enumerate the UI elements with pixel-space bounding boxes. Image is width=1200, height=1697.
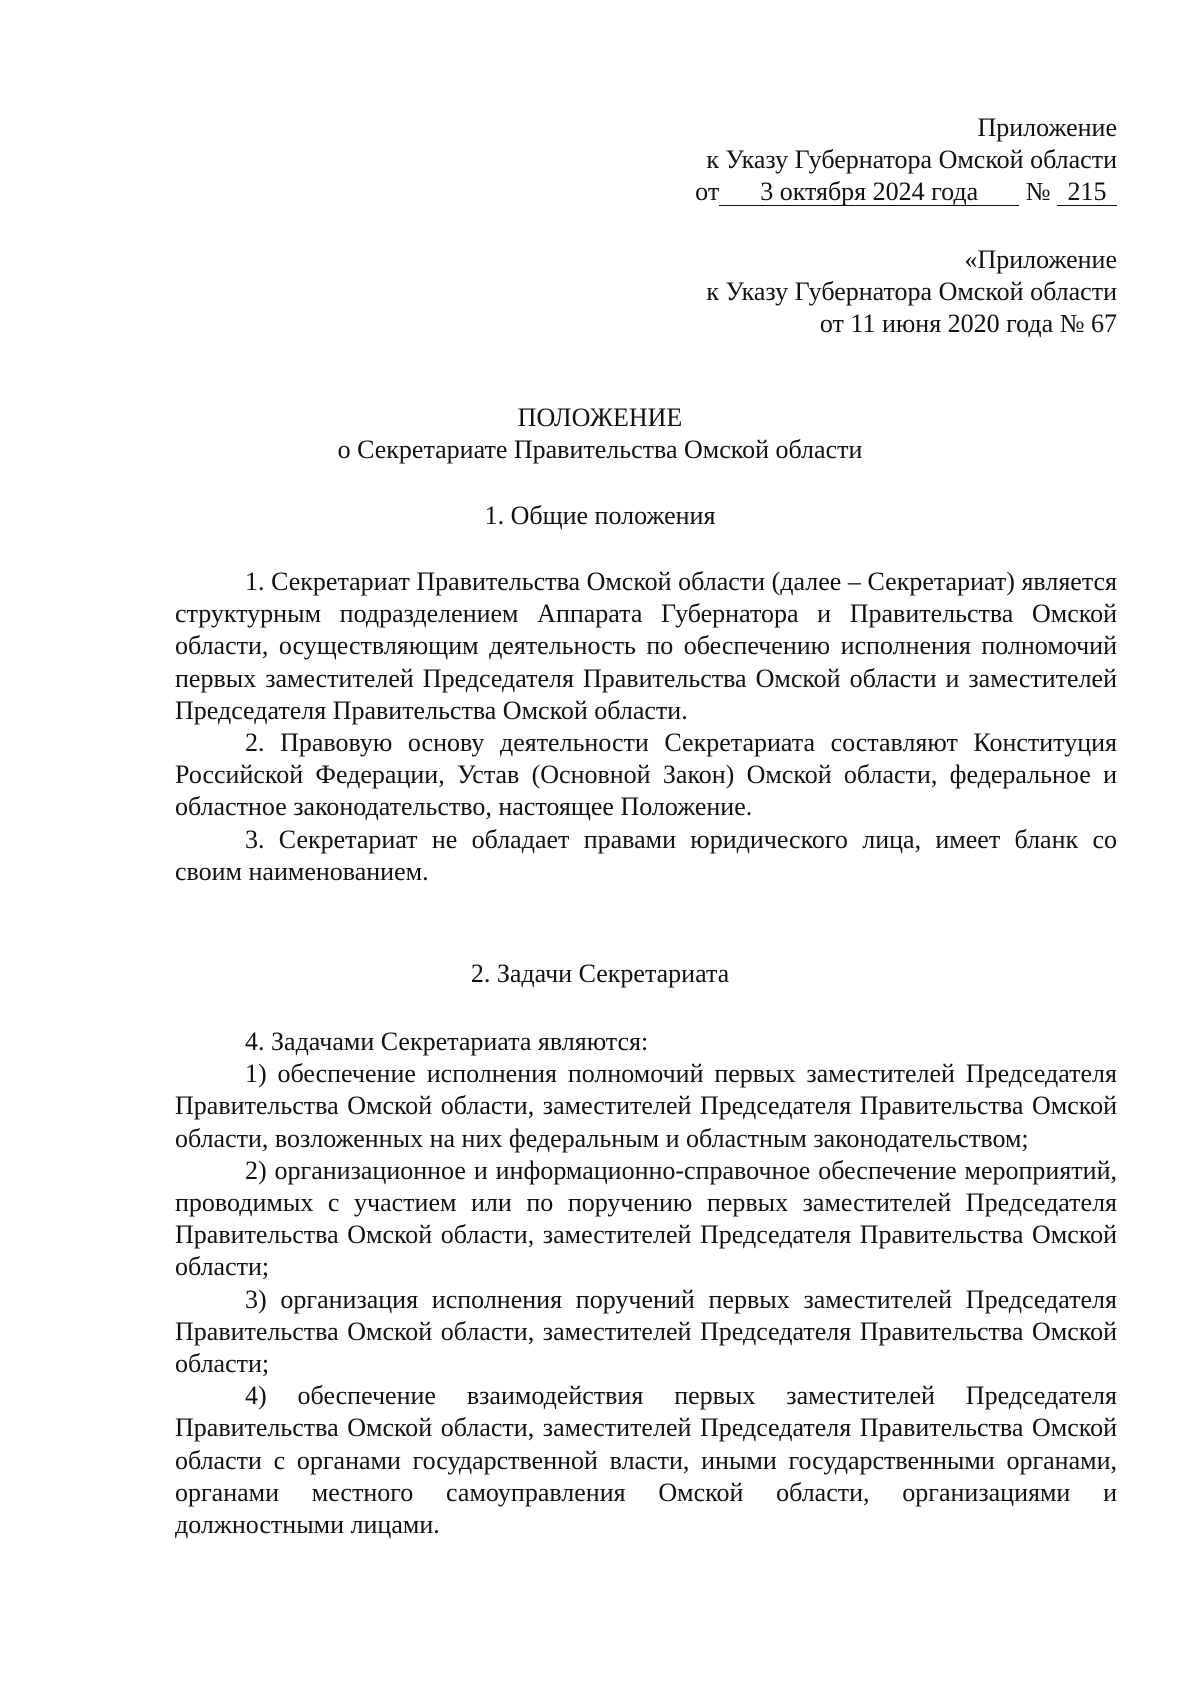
original-reference-block <box>706 244 1117 340</box>
paragraph: 3. Секретариат не обладает правами юридического лица, имеет бланк со своим наименованием. <box>175 824 1117 886</box>
approval-from-label: от <box>695 177 720 206</box>
approval-reference-block <box>695 112 1117 208</box>
approval-title: Приложение <box>977 113 1117 142</box>
approval-date-number-line <box>695 176 1117 208</box>
list-item: 1) обеспечение исполнения полномочий первых заместителей Председателя Правительства Омской области, заместителей Председателя Правительства Омской области, возложенных на них федеральным и областным законодательством; <box>175 1059 1117 1153</box>
original-date-number-line: от 11 июня 2020 года № 67 <box>819 309 1117 338</box>
paragraph: 4. Задачами Секретариата являются: <box>245 1027 649 1056</box>
list-item: 3) организация исполнения поручений первых заместителей Председателя Правительства Омской области, заместителей Председателя Правительства Омской области; <box>175 1284 1117 1379</box>
section-2-body <box>175 1026 1117 1541</box>
list-item: 2) организационное и информационно-справочное обеспечение мероприятий, проводимых с участием или по поручению первых заместителей Председателя Правительства Омской области, заместителей Председателя Правительства Омской области; <box>175 1155 1117 1282</box>
original-title: «Приложение <box>964 245 1117 274</box>
paragraph: 1. Секретариат Правительства Омской области (далее – Секретариат) является структурным подразделением Аппарата Губернатора и Правительства Омской области, осуществляющим деятельность по обеспечению исполнения полномочий первых заместителей Председателя Правительства Омской области и заместителей Председателя Правительства Омской области. <box>175 567 1117 725</box>
paragraph: 2. Правовую основу деятельности Секретариата составляют Конституция Российской Федерации, Устав (Основной Закон) Омской области, федеральное и областное законодательство, настоящее Положение. <box>175 728 1117 822</box>
original-decree-line: к Указу Губернатора Омской области <box>706 277 1117 306</box>
approval-number-label: № <box>1025 177 1051 206</box>
approval-number-field: 215 <box>1057 179 1117 206</box>
document-title: ПОЛОЖЕНИЕ <box>517 403 683 432</box>
approval-decree-line: к Указу Губернатора Омской области <box>706 145 1117 174</box>
section-1-heading: 1. Общие положения <box>484 501 716 530</box>
section-2-heading: 2. Задачи Секретариата <box>470 959 730 988</box>
section-1-body <box>175 566 1117 888</box>
approval-date-field: 3 октября 2024 года <box>719 179 1019 206</box>
list-item: 4) обеспечение взаимодействия первых заместителей Председателя Правительства Омской области, заместителей Председателя Правительства Омской области с органами государственной власти, иными государственными органами, органами местного самоуправления Омской области, организациями и должностными лицами. <box>175 1381 1117 1540</box>
document-subtitle: о Секретариате Правительства Омской области <box>337 435 863 464</box>
